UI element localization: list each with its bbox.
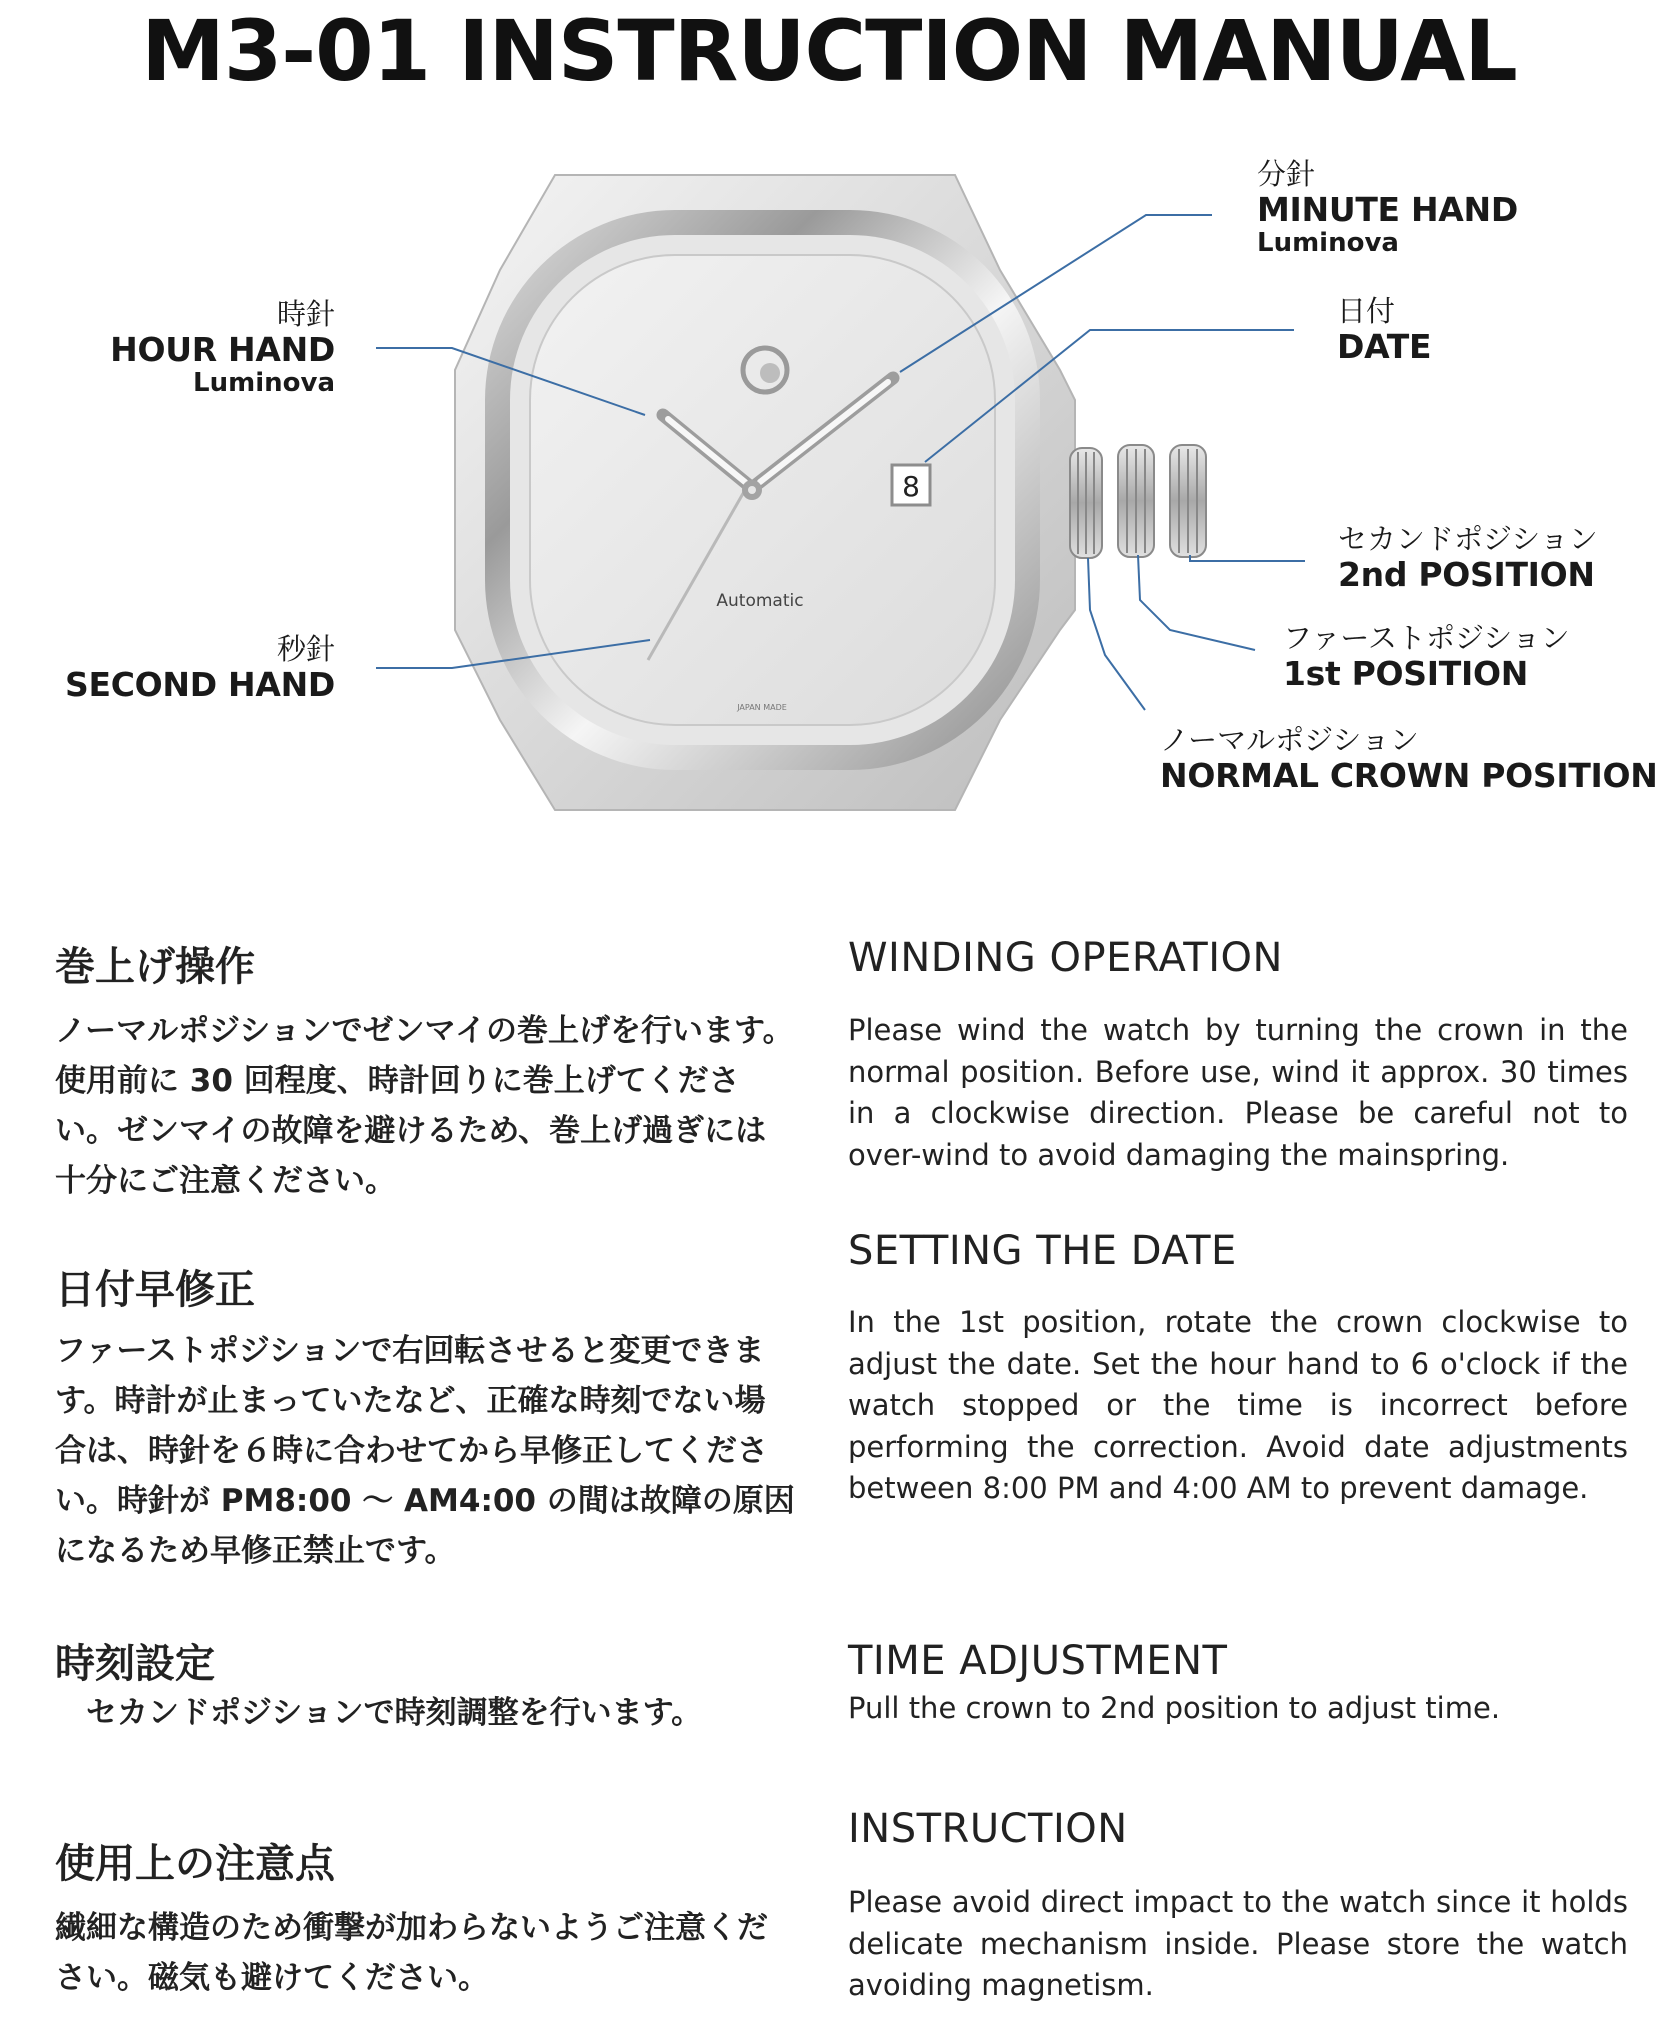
en-heading-winding: WINDING OPERATION — [848, 935, 1283, 981]
label-minute-hand: 分針 MINUTE HAND Luminova — [1257, 157, 1518, 259]
leader-normal-position — [1088, 558, 1145, 710]
jp-body-caution: 繊細な構造のため衝撃が加わらないようご注意ください。磁気も避けてください。 — [55, 1910, 768, 1996]
crown-second — [1170, 445, 1206, 557]
jp-body-date: ファーストポジションで右回転させると変更できます。時計が止まっていたなど、正確な時刻でない場合は、時針を６時に合わせてから早修正してください。時針が PM8:00 〜 AM4:00 の間は故障の原因になるため早修正禁止です。 — [55, 1333, 795, 1569]
en-body-date: In the 1st position, rotate the crown clockwise to adjust the date. Set the hour hand to 6 o'clock if the watch stopped or the time is incorrect before performing the correction. Avoid date adjustments between 8:00 PM and 4:00 AM to prevent damage. — [848, 1305, 1628, 1505]
en-body-time: Pull the crown to 2nd position to adjust time. — [848, 1691, 1501, 1725]
leader-second-position — [1190, 555, 1305, 561]
leader-first-position — [1138, 555, 1255, 650]
label-normal-position: ノーマルポジション NORMAL CROWN POSITION — [1160, 723, 1658, 796]
jp-body-winding: ノーマルポジションでゼンマイの巻上げを行います。使用前に 30 回程度、時計回りに巻上げてください。ゼンマイの故障を避けるため、巻上げ過ぎには十分にご注意ください。 — [55, 1013, 794, 1199]
jp-heading-winding: 巻上げ操作 — [55, 944, 255, 990]
crown-normal — [1070, 448, 1102, 558]
jp-heading-caution: 使用上の注意点 — [55, 1841, 335, 1887]
label-first-position: ファーストポジション 1st POSITION — [1283, 621, 1570, 694]
jp-heading-time: 時刻設定 — [55, 1641, 215, 1687]
dial-automatic-text: Automatic — [716, 591, 804, 611]
label-date: 日付 DATE — [1337, 294, 1432, 367]
jp-body-time: セカンドポジションで時刻調整を行います。 — [55, 1695, 703, 1731]
date-window-digit: 8 — [902, 470, 920, 503]
en-heading-instruction: INSTRUCTION — [848, 1806, 1128, 1852]
en-heading-date: SETTING THE DATE — [848, 1228, 1237, 1274]
jp-heading-date: 日付早修正 — [55, 1267, 255, 1313]
en-body-instruction: Please avoid direct impact to the watch since it holds delicate mechanism inside. Please store the watch avoiding magnetism. — [848, 1885, 1628, 2002]
crown-first — [1118, 445, 1154, 557]
dial-made-text: JAPAN MADE — [737, 703, 787, 712]
en-body-winding: Please wind the watch by turning the crown in the normal position. Before use, wind it approx. 30 times in a clockwise direction. Please be careful not to over-wind to avoid damaging the mainspring. — [848, 1013, 1628, 1172]
label-second-hand: 秒針 SECOND HAND — [65, 632, 335, 705]
en-heading-time: TIME ADJUSTMENT — [848, 1638, 1228, 1684]
label-second-position: セカンドポジション 2nd POSITION — [1338, 522, 1598, 595]
label-hour-hand: 時針 HOUR HAND Luminova — [110, 297, 335, 399]
page-title: M3-01 INSTRUCTION MANUAL — [141, 2, 1517, 100]
